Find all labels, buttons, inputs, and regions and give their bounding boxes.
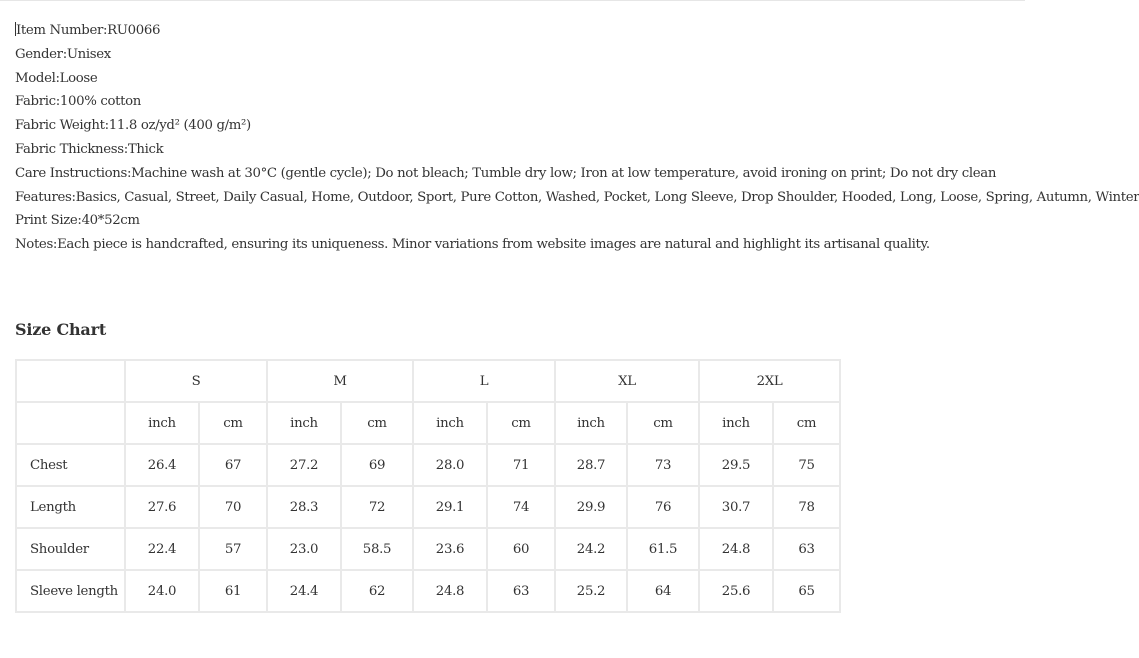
corner-cell xyxy=(16,360,125,402)
table-cell: 72 xyxy=(341,486,413,528)
spec-item-number: Item Number:RU0066 xyxy=(16,23,161,38)
row-label: Shoulder xyxy=(16,528,125,570)
table-cell: 22.4 xyxy=(125,528,199,570)
size-header-s: S xyxy=(125,360,267,402)
table-cell: 63 xyxy=(487,570,555,612)
table-cell: 76 xyxy=(627,486,699,528)
table-cell: 60 xyxy=(487,528,555,570)
spec-care-instructions: Care Instructions:Machine wash at 30°C (gentle cycle); Do not bleach; Tumble dry low; Iron at low temperature, avoid ironing on print; Do not dry clean xyxy=(15,165,997,181)
table-row-shoulder xyxy=(16,528,840,570)
table-cell: 29.9 xyxy=(555,486,627,528)
table-cell: 75 xyxy=(773,444,840,486)
table-cell: 29.5 xyxy=(699,444,773,486)
unit-corner-cell xyxy=(16,402,125,444)
table-cell: 71 xyxy=(487,444,555,486)
size-header-2xl: 2XL xyxy=(699,360,840,402)
product-specs xyxy=(15,19,1139,257)
table-cell: 25.6 xyxy=(699,570,773,612)
table-cell: 57 xyxy=(199,528,267,570)
table-cell: 26.4 xyxy=(125,444,199,486)
table-cell: 24.4 xyxy=(267,570,341,612)
table-cell: 28.3 xyxy=(267,486,341,528)
spec-fabric-thickness: Fabric Thickness:Thick xyxy=(15,141,164,157)
table-cell: 62 xyxy=(341,570,413,612)
unit-header: cm xyxy=(341,402,413,444)
table-cell: 23.6 xyxy=(413,528,487,570)
unit-header: inch xyxy=(125,402,199,444)
unit-header: inch xyxy=(267,402,341,444)
table-row-chest xyxy=(16,444,840,486)
row-label: Length xyxy=(16,486,125,528)
spec-print-size: Print Size:40*52cm xyxy=(15,213,140,229)
table-cell: 74 xyxy=(487,486,555,528)
unit-header: inch xyxy=(555,402,627,444)
size-header-row xyxy=(16,360,840,402)
table-cell: 24.8 xyxy=(699,528,773,570)
table-cell: 28.0 xyxy=(413,444,487,486)
table-cell: 24.8 xyxy=(413,570,487,612)
spec-fabric-weight: Fabric Weight:11.8 oz/yd² (400 g/m²) xyxy=(15,118,251,134)
size-header-l: L xyxy=(413,360,555,402)
table-cell: 61 xyxy=(199,570,267,612)
unit-header: inch xyxy=(413,402,487,444)
table-row-sleeve-length xyxy=(16,570,840,612)
top-divider xyxy=(0,0,1025,1)
row-label: Sleeve length xyxy=(16,570,125,612)
unit-header: cm xyxy=(627,402,699,444)
unit-header-row xyxy=(16,402,840,444)
size-header-m: M xyxy=(267,360,413,402)
unit-header: inch xyxy=(699,402,773,444)
table-cell: 61.5 xyxy=(627,528,699,570)
unit-header: cm xyxy=(487,402,555,444)
spec-fabric: Fabric:100% cotton xyxy=(15,94,141,110)
table-cell: 65 xyxy=(773,570,840,612)
table-cell: 27.6 xyxy=(125,486,199,528)
spec-features: Features:Basics, Casual, Street, Daily Casual, Home, Outdoor, Sport, Pure Cotton, Washed, Pocket, Long Sleeve, Drop Shoulder, Hooded, Long, Loose, Spring, Autumn, Winter xyxy=(15,189,1139,205)
size-chart-title: Size Chart xyxy=(15,320,107,339)
spec-gender: Gender:Unisex xyxy=(15,46,111,62)
table-cell: 58.5 xyxy=(341,528,413,570)
table-cell: 25.2 xyxy=(555,570,627,612)
table-cell: 67 xyxy=(199,444,267,486)
size-header-xl: XL xyxy=(555,360,699,402)
spec-model: Model:Loose xyxy=(15,70,98,86)
table-cell: 70 xyxy=(199,486,267,528)
table-cell: 69 xyxy=(341,444,413,486)
table-cell: 30.7 xyxy=(699,486,773,528)
table-row-length xyxy=(16,486,840,528)
table-cell: 24.2 xyxy=(555,528,627,570)
table-cell: 63 xyxy=(773,528,840,570)
unit-header: cm xyxy=(199,402,267,444)
size-chart-table xyxy=(15,359,841,613)
table-cell: 24.0 xyxy=(125,570,199,612)
spec-notes: Notes:Each piece is handcrafted, ensuring its uniqueness. Minor variations from website images are natural and highlight its artisanal quality. xyxy=(15,237,930,253)
row-label: Chest xyxy=(16,444,125,486)
unit-header: cm xyxy=(773,402,840,444)
table-cell: 29.1 xyxy=(413,486,487,528)
table-cell: 73 xyxy=(627,444,699,486)
table-cell: 78 xyxy=(773,486,840,528)
table-cell: 64 xyxy=(627,570,699,612)
table-cell: 28.7 xyxy=(555,444,627,486)
table-cell: 27.2 xyxy=(267,444,341,486)
table-cell: 23.0 xyxy=(267,528,341,570)
